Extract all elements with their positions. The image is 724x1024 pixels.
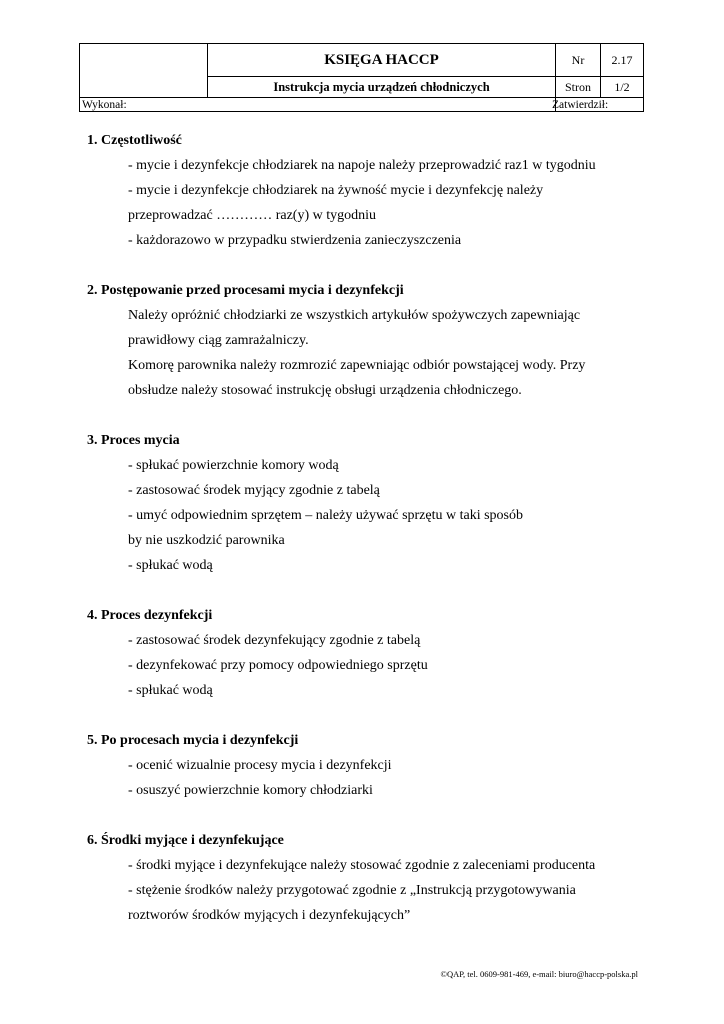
performed-by-label: Wykonał: xyxy=(82,98,127,111)
section-line: - mycie i dezynfekcje chłodziarek na żywność mycie i dezynfekcję należy xyxy=(128,183,544,198)
section-line: roztworów środków myjących i dezynfekujących” xyxy=(128,908,411,923)
section-heading: 6. Środki myjące i dezynfekujące xyxy=(87,833,284,848)
section-line: prawidłowy ciąg zamrażalniczy. xyxy=(128,333,309,348)
section-line: obsłudze należy stosować instrukcję obsługi urządzenia chłodniczego. xyxy=(128,383,522,398)
footer-contact: ©QAP, tel. 0609-981-469, e-mail: biuro@haccp-polska.pl xyxy=(440,969,638,979)
section-line: - zastosować środek dezynfekujący zgodnie z tabelą xyxy=(128,633,421,648)
nr-label: Nr xyxy=(556,44,601,77)
pages-label: Stron xyxy=(556,77,601,98)
section-washing xyxy=(87,428,647,578)
section-frequency xyxy=(87,128,647,253)
section-line: - dezynfekować przy pomocy odpowiedniego sprzętu xyxy=(128,658,428,673)
logo-cell xyxy=(80,44,208,98)
section-line: - mycie i dezynfekcje chłodziarek na napoje należy przeprowadzić raz1 w tygodniu xyxy=(128,158,596,173)
section-agents xyxy=(87,828,647,928)
section-line: - spłukać powierzchnie komory wodą xyxy=(128,458,339,473)
section-heading: 1. Częstotliwość xyxy=(87,133,182,148)
section-preparation xyxy=(87,278,647,403)
performed-by-field xyxy=(80,98,556,112)
section-line: - zastosować środek myjący zgodnie z tabelą xyxy=(128,483,380,498)
nr-value: 2.17 xyxy=(601,44,644,77)
section-line: by nie uszkodzić parownika xyxy=(128,533,285,548)
document-body xyxy=(87,128,647,928)
section-line: Należy opróżnić chłodziarki ze wszystkich artykułów spożywczych zapewniając xyxy=(128,308,581,323)
section-heading: 5. Po procesach mycia i dezynfekcji xyxy=(87,733,299,748)
section-disinfection xyxy=(87,603,647,703)
section-heading: 2. Postępowanie przed procesami mycia i dezynfekcji xyxy=(87,283,404,298)
section-line: - środki myjące i dezynfekujące należy stosować zgodnie z zaleceniami producenta xyxy=(128,858,596,873)
document-header xyxy=(79,43,644,112)
document-subtitle: Instrukcja mycia urządzeń chłodniczych xyxy=(208,77,556,98)
section-line: - spłukać wodą xyxy=(128,683,213,698)
section-line: - spłukać wodą xyxy=(128,558,213,573)
section-line: - ocenić wizualnie procesy mycia i dezynfekcji xyxy=(128,758,392,773)
section-line: - umyć odpowiednim sprzętem – należy używać sprzętu w taki sposób xyxy=(128,508,524,523)
approved-by-label: Zatwierdził: xyxy=(552,98,609,111)
section-line: Komorę parownika należy rozmrozić zapewniając odbiór powstającej wody. Przy xyxy=(128,358,586,373)
section-line: - każdorazowo w przypadku stwierdzenia zanieczyszczenia xyxy=(128,233,462,248)
approved-by-field xyxy=(552,98,644,112)
section-line: przeprowadzać ………… raz(y) w tygodniu xyxy=(128,208,377,223)
section-heading: 4. Proces dezynfekcji xyxy=(87,608,213,623)
pages-value: 1/2 xyxy=(601,77,644,98)
section-after-process xyxy=(87,728,647,803)
section-line: - osuszyć powierzchnie komory chłodziarki xyxy=(128,783,373,798)
section-line: - stężenie środków należy przygotować zgodnie z „Instrukcją przygotowywania xyxy=(128,883,576,898)
section-heading: 3. Proces mycia xyxy=(87,433,180,448)
document-title: KSIĘGA HACCP xyxy=(208,44,556,77)
